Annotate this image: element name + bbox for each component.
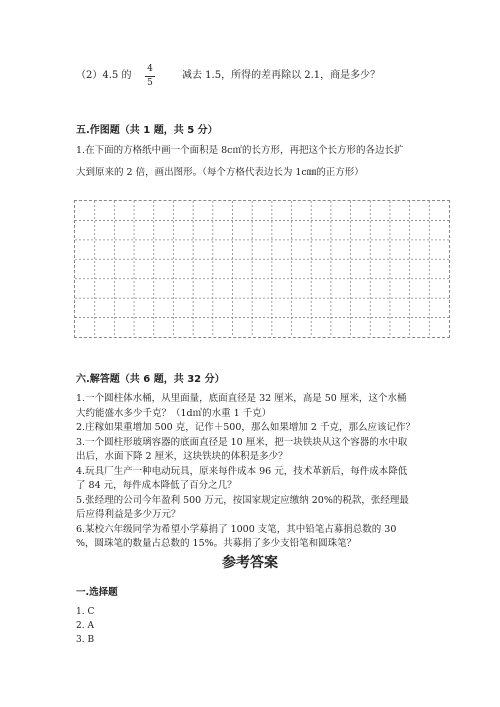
section-5-line-2: 大到原来的 2 倍，画出图形。（每个方格代表边长为 1c㎜的正方形） <box>76 167 364 178</box>
answer-line: 大约能盛水多少千克？（1d㎥的水重 1 千克） <box>76 407 272 419</box>
answers-title: 参考答案 <box>222 555 278 571</box>
answer-line: 了 84 元，每件成本降低了百分之几？ <box>76 480 237 491</box>
section-6-body <box>76 392 415 552</box>
answers-heading: 一.选择题 <box>76 587 118 598</box>
section-5-line-1: 1.在下面的方格纸中画一个面积是 8c㎡的长方形，再把这个长方形的各边长扩 <box>76 145 404 156</box>
fraction-numerator: 4 <box>147 64 153 74</box>
answer-line: 后应得利益是多少万元？ <box>76 509 181 520</box>
grid-paper <box>74 200 450 338</box>
question-2-prefix: （2）4.5 的 <box>76 70 132 81</box>
answers-list <box>76 605 94 647</box>
section-6-heading: 六.解答题（共 6 题，共 32 分） <box>76 374 225 385</box>
grid-lines <box>75 201 449 337</box>
answer-item: 3. B <box>76 635 95 645</box>
fraction-denominator: 5 <box>147 78 153 88</box>
answer-item: 1. C <box>76 607 95 617</box>
fraction-bar <box>145 76 155 77</box>
fraction <box>145 64 155 89</box>
answer-line: 4.玩具厂生产一种电动玩具，原来每件成本 96 元，技术革新后，每件成本降低 <box>76 465 408 477</box>
question-2-suffix: 减去 1.5，所得的差再除以 2.1，商是多少？ <box>182 70 381 81</box>
answer-line: 3.一个圆柱形玻璃容器的底面直径是 10 厘米，把一块铁块从这个容器的水中取 <box>76 436 408 448</box>
answer-line: 出后，水面下降 2 厘米，这块铁块的体积是多少？ <box>76 451 288 462</box>
answer-line: %，圆珠笔的数量占总数的 15%。共募捐了多少支铅笔和圆珠笔？ <box>76 538 357 549</box>
answer-line: 2.庄稼如果重增加 500 克，记作＋500，那么如果增加 2 千克，那么应该记作？ <box>76 422 415 433</box>
answer-line: 6.某校六年级同学为希望小学募捐了 1000 支笔，其中铅笔占募捐总数的 30 <box>76 523 397 535</box>
answer-line: 5.张经理的公司今年盈利 500 万元，按国家规定应缴纳 20%的税款，张经理最 <box>76 494 409 506</box>
answer-line: 1.一个圆柱体水桶，从里面量，底面直径是 32 厘米，高是 50 厘米，这个水桶 <box>76 393 407 404</box>
section-5-heading: 五.作图题（共 1 题，共 5 分） <box>76 125 218 136</box>
answer-item: 2. A <box>76 621 94 631</box>
